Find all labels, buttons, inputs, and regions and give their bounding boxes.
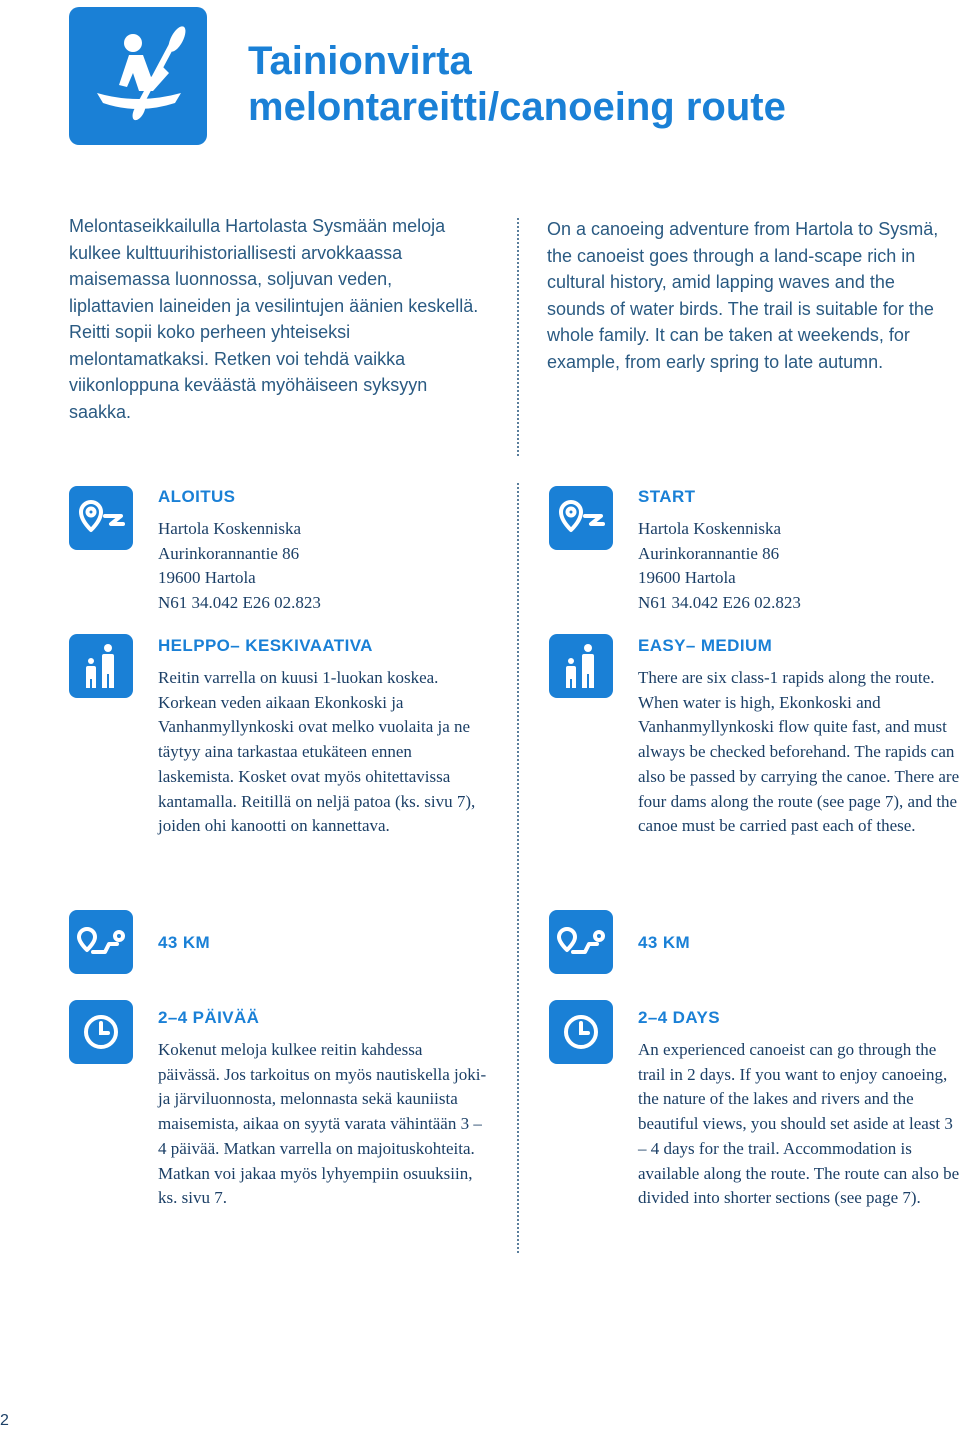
family-icon bbox=[549, 634, 613, 698]
address-line: 19600 Hartola bbox=[158, 568, 256, 588]
column-divider-top bbox=[517, 218, 519, 456]
intro-finnish: Melontaseikkailulla Hartolasta Sysmään meloja kulkee kulttuurihistoriallisesti arvokkaassa maisemassa luonnossa, soljuvan veden, liplattavien laineiden ja vesilintujen äänien keskellä. Reitti sopii koko perheen yhteiseksi melontamatkaksi. Retken voi tehdä vaikka viikonloppuna keväästä myöhäiseen syksyyn saakka. bbox=[69, 216, 479, 422]
route-icon bbox=[549, 910, 613, 974]
page-title bbox=[248, 38, 928, 130]
distance-heading-en: 43 KM bbox=[638, 933, 691, 952]
clock-icon bbox=[69, 1000, 133, 1064]
address-line: Aurinkorannantie 86 bbox=[638, 543, 780, 563]
difficulty-text-fi: Reitin varrella on kuusi 1-luokan koskea. Korkean veden aikaan Ekonkoski ja Vanhanmyllynkoski ovat melko vuolaita ja ne täytyy aina tarkastaa etukäteen ennen laskemista. Kosket ovat myös ohitettavissa kantamalla. Reitillä on neljä patoa (ks. sivu 7), joiden ohi kanootti on kannettava. bbox=[158, 668, 476, 836]
start-address-fi bbox=[158, 517, 488, 616]
address-line: N61 34.042 E26 02.823 bbox=[158, 593, 321, 613]
difficulty-heading-en: EASY– MEDIUM bbox=[638, 636, 773, 655]
canoeist-icon bbox=[69, 7, 207, 145]
clock-icon bbox=[549, 1000, 613, 1064]
title-line-1: Tainionvirta bbox=[248, 39, 472, 83]
location-pin-icon bbox=[549, 486, 613, 550]
start-address-en bbox=[638, 517, 958, 616]
distance-heading-fi: 43 KM bbox=[158, 933, 211, 952]
location-pin-icon bbox=[69, 486, 133, 550]
difficulty-heading-fi: HELPPO– KESKIVAATIVA bbox=[158, 636, 373, 655]
column-divider-bottom bbox=[517, 483, 519, 1253]
title-line-2: melontareitti/canoeing route bbox=[248, 85, 786, 129]
duration-text-fi: Kokenut meloja kulkee reitin kahdessa päivässä. Jos tarkoitus on myös nautiskella joki- ja järviluonnosta, melonnasta sekä kauniista maisemista, aikaa on syytä varata vähintään 3 – 4 päivää. Matkan varrella on majoituskohteita. Matkan voi jakaa myös lyhyempiin osuuksiin, ks. sivu 7. bbox=[158, 1040, 487, 1208]
address-line: Hartola Koskenniska bbox=[638, 519, 782, 538]
page-number: 2 bbox=[0, 1412, 9, 1429]
difficulty-text-en: There are six class-1 rapids along the route. When water is high, Ekonkoski and Vanhanmyllynkoski flow quite fast, and must always be checked beforehand. The rapids can also be passed by carrying the canoe. There are four dams along the route (see page 7), and the canoe must be carried past each of these. bbox=[638, 668, 960, 836]
intro-english: On a canoeing adventure from Hartola to Sysmä, the canoeist goes through a land-scape rich in cultural history, amid lapping waves and the sounds of water birds. The trail is suitable for the whole family. It can be taken at weekends, for example, from early spring to late autumn. bbox=[547, 219, 939, 372]
duration-text-en: An experienced canoeist can go through the trail in 2 days. If you want to enjoy canoeing, the nature of the lakes and rivers and the beautiful views, you should set aside at least 3 – 4 days for the trail. Accommodation is available along the route. The route can also be divided into shorter sections (see page 7). bbox=[638, 1040, 960, 1208]
start-heading-fi: ALOITUS bbox=[158, 487, 236, 506]
duration-heading-en: 2–4 DAYS bbox=[638, 1008, 720, 1027]
address-line: N61 34.042 E26 02.823 bbox=[638, 593, 801, 613]
duration-heading-fi: 2–4 PÄIVÄÄ bbox=[158, 1008, 260, 1027]
route-icon bbox=[69, 910, 133, 974]
address-line: Aurinkorannantie 86 bbox=[158, 543, 300, 563]
address-line: 19600 Hartola bbox=[638, 568, 736, 588]
start-heading-en: START bbox=[638, 487, 696, 506]
family-icon bbox=[69, 634, 133, 698]
address-line: Hartola Koskenniska bbox=[158, 519, 302, 538]
